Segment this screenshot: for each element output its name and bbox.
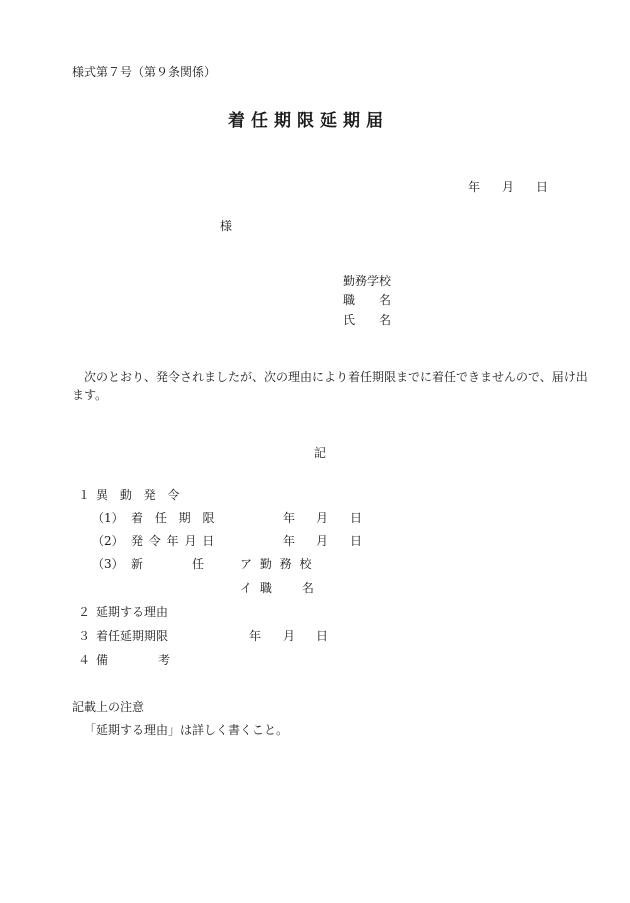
sub1-year: 年 [283, 511, 296, 525]
body-text-line1: 次のとおり、発令されましたが、次の理由により着任期限までに着任できませんので、届け出 [84, 370, 588, 384]
sub3-label-nin: 任 [192, 557, 205, 571]
item2-label: 延期する理由 [96, 605, 169, 619]
applicant-name: 氏 名 [343, 313, 392, 327]
item3-label: 着任延期期限 [96, 629, 169, 643]
document-title: 着任期限延期届 [228, 111, 389, 131]
item2-number: ２ [78, 605, 91, 619]
date-day: 日 [536, 180, 549, 194]
item4-label-kou: 考 [158, 653, 171, 667]
item1-label: 異 動 発 令 [96, 488, 184, 502]
sub2-year: 年 [283, 534, 296, 548]
item1-number: １ [78, 488, 91, 502]
sub3-position: イ 職 名 [240, 581, 316, 595]
notes-heading: 記載上の注意 [72, 700, 145, 714]
applicant-school: 勤務学校 [343, 274, 392, 288]
sub2-label: 発 令 年 月 日 [131, 534, 216, 548]
notes-text: 「延期する理由」は詳しく書くこと。 [84, 723, 289, 737]
sub1-day: 日 [350, 511, 363, 525]
applicant-position: 職 名 [343, 293, 392, 307]
ki-heading: 記 [314, 446, 327, 460]
date-month: 月 [502, 180, 515, 194]
sub3-number: （3） [92, 557, 124, 571]
item4-number: ４ [78, 653, 91, 667]
item3-year: 年 [249, 629, 262, 643]
addressee-suffix: 様 [220, 219, 233, 233]
sub1-label: 着 任 期 限 [131, 511, 219, 525]
sub3-label-shin: 新 [131, 557, 144, 571]
item3-day: 日 [316, 629, 329, 643]
sub3-school: ア 勤 務 校 [240, 557, 314, 571]
item3-month: 月 [283, 629, 296, 643]
body-text-line2: ます。 [72, 388, 108, 402]
sub2-month: 月 [316, 534, 329, 548]
sub2-number: （2） [92, 534, 124, 548]
item4-label-bi: 備 [96, 653, 109, 667]
sub1-number: （1） [92, 511, 124, 525]
sub1-month: 月 [316, 511, 329, 525]
item3-number: ３ [78, 629, 91, 643]
form-number: 様式第７号（第９条関係） [72, 65, 217, 79]
date-year: 年 [468, 180, 481, 194]
sub2-day: 日 [350, 534, 363, 548]
